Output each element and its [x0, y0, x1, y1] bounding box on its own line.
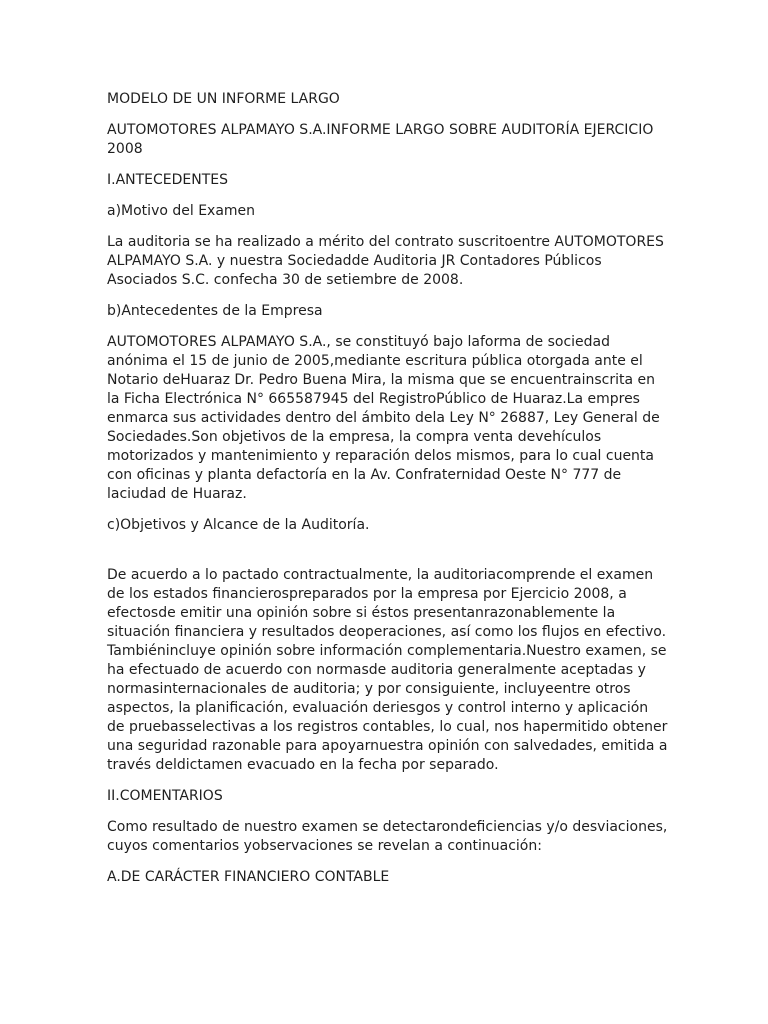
document-subtitle: AUTOMOTORES ALPAMAYO S.A.INFORME LARGO SOBRE AUDITORÍA EJERCICIO 2008: [107, 122, 654, 157]
subheading-caracter-financiero: A.DE CARÁCTER FINANCIERO CONTABLE: [107, 869, 390, 885]
subheading-objetivos-alcance: c)Objetivos y Alcance de la Auditoría.: [107, 517, 370, 533]
paragraph-antecedentes-empresa: AUTOMOTORES ALPAMAYO S.A., se constituyó bajo laforma de sociedad anónima el 15 de junio de 2005,mediante escritura pública otorgada ante el Notario deHuaraz Dr. Pedro Buena Mira, la misma que se encuentrainscrita en la Ficha Electrónica N° 665587945 del RegistroPúblico de Huaraz.La empres enmarca sus actividades dentro del ámbito dela Ley N° 26887, Ley General de Sociedades.Son objetivos de la empresa, la compra venta devehículos motorizados y mantenimiento y reparación delos mismos, para lo cual cuenta con oficinas y planta defactoría en la Av. Confraternidad Oeste N° 777 de laciudad de Huaraz.: [107, 334, 660, 502]
section-heading-antecedentes: I.ANTECEDENTES: [107, 172, 229, 188]
paragraph-comentarios: Como resultado de nuestro examen se detectarondeficiencias y/o desviaciones, cuyos comentarios yobservaciones se revelan a continuación:: [107, 819, 668, 854]
subheading-antecedentes-empresa: b)Antecedentes de la Empresa: [107, 303, 323, 319]
paragraph-objetivos-alcance: De acuerdo a lo pactado contractualmente, la auditoriacomprende el examen de los estados financierospreparados por la empresa por Ejercicio 2008, a efectosde emitir una opinión sobre si éstos presentanrazonablemente la situación financiera y resultados deoperaciones, así como los flujos en efectivo. Tambiénincluye opinión sobre información complementaria.Nuestro examen, se ha efectuado de acuerdo con normasde auditoria generalmente aceptadas y normasinternacionales de auditoria; y por consiguiente, incluyeentre otros aspectos, la planificación, evaluación deriesgos y control interno y aplicación de pruebasselectivas a los registros contables, lo cual, nos hapermitido obtener una seguridad razonable para apoyarnuestra opinión con salvedades, emitida a través deldictamen evacuado en la fecha por separado.: [107, 567, 668, 773]
paragraph-motivo-examen: La auditoria se ha realizado a mérito del contrato suscritoentre AUTOMOTORES ALPAMAYO S.A. y nuestra Sociedadde Auditoria JR Contadores Públicos Asociados S.C. confecha 30 de setiembre de 2008.: [107, 234, 664, 288]
subheading-motivo-examen: a)Motivo del Examen: [107, 203, 256, 219]
document-title: MODELO DE UN INFORME LARGO: [107, 91, 340, 107]
section-heading-comentarios: II.COMENTARIOS: [107, 788, 223, 804]
